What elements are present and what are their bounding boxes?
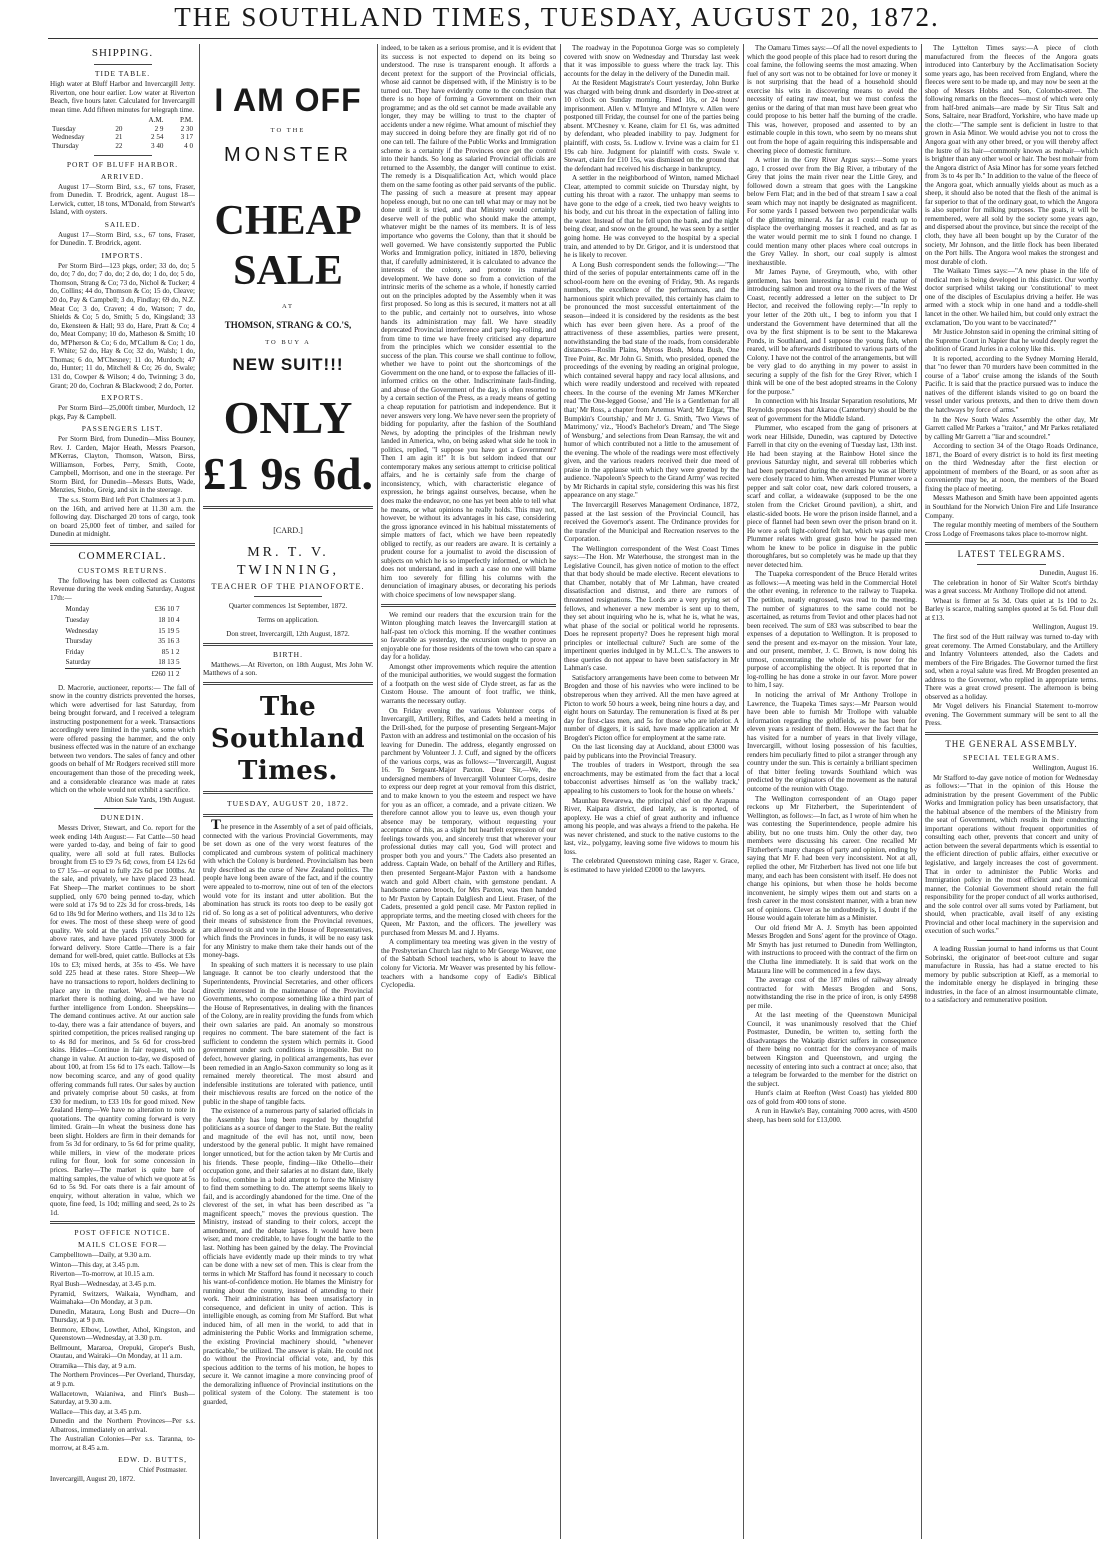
news-item: A settler in the neighborhood of Winton, named Michael Clear, attempted to commit suicide on Thursday night, by cutting his throat with a razor. The unhappy man seems to have gone to the edge of a creek, tied two heavy weights to his body, and cut his throat in the expectation of falling into the water. Instead of that he fell upon the bank, and the night being clear, and snow on the ground, he was seen by a settler going home. He was conveyed to the hospital by a special train, and attended to by Dr. Grigor, and it is understood that he is likely to recover.	[564, 174, 739, 260]
column-news-colonial	[747, 44, 917, 1542]
column-leader-continued	[381, 44, 556, 1542]
divider	[203, 814, 373, 817]
returns-row: Thursday 35 16 3	[65, 637, 180, 646]
news-item: The Wellington correspondent of an Otago paper reckons up Mr Fitzherbert, the Superintendent of Wellington, as follows:—In fact, as I wrote of him when he was contesting the Superintendence, people admire his ability, but no one trusts him. Only the other day, two members were discussing his career. One recalled Mr Fitzherbert's many changes of party and opinion, ending by saying that Mr F. had been very inconsistent. Not at all, replied the other, Mr Fitzherbert has lived not one life but many, and each has been consistent with itself. He does not change his opinions, but when those he holds become inconvenient, he simply wipes them out and starts on a fresh career in the most consistent manner, with a bran new set of opinions. Clever as he undoubtedly is, I doubt if the House would again tolerate him as a Minister.	[747, 794, 917, 923]
news-item: It is reported, according to the Sydney Morning Herald, that "no fewer than 70 murders have been committed in the course of a 'labor' cruise among the islands of the South Pacific. It is said that the practice pursued was to induce the natives of the different islands visited to go on board the vessel under various pretexts, and then to drive them down the hatchways by force of arms."	[925, 354, 1098, 414]
news-item: The Lyttelton Times says:—A piece of cloth manufactured from the fleeces of the Angora goats introduced into Canterbury by the Acclimatisation Society some years ago, has been received from England, where the fleeces were sent to be made up, and may now be seen at the shop of Messrs Hobbs and Son, Colombo-street. The following remarks on the fleeces—most of which were only from half-bred animals—are made by Sir Titus Salt and Sons, Saltaire, near Bradford, Yorkshire, who have made up the cloth:—"The sample sent is deficient in lustre to that grown in Asia Minor. We would advise you not to cross the Angora goat with any other breed, or you will thereby affect the lustre of its hair—commonly known as mohair—which is brighter than any other wool or hair. The best mohair from the Angora district of Asia Minor has for some years fetched from 3s to 4s per lb." In addition to the value of the fleece of the Angora goat, which annually yields about as much as a sheep, it should also be noted that the flesh of the animal is far superior to that of the ordinary goat, to which the Angora is also superior for milking purposes. The goats, it will be remembered, were all sold by the society some years ago, and dispersed about the province, but since the receipt of the cloth, they have all been bought up by the Curator of the society, Mr Johnson, and the little flock has been liberated on the Port hills. The Angora wool makes the strongest and most durable of cloth.	[925, 44, 1098, 266]
tide-row: Thursday 22 3 40 4 0	[52, 141, 193, 150]
leader-dateline: TUESDAY, AUGUST 20, 1872.	[227, 798, 349, 808]
mail-item: Winton—This day, at 3.45 p.m.	[50, 1260, 140, 1269]
column-divider	[199, 44, 200, 1539]
post-office-heading: POST OFFICE NOTICE.	[74, 1228, 171, 1238]
returns-row: Friday 85 1 2	[65, 647, 180, 656]
macrorie-date: Albion Sale Yards, 19th August.	[103, 795, 195, 804]
passengers-label: PASSENGERS LIST.	[81, 424, 164, 434]
divider	[203, 682, 373, 685]
mail-item: Benmore, Elbow, Lowther, Athol, Kingston, and Queenstown—Wednesday, at 3.30 p.m.	[50, 1325, 195, 1343]
general-assembly-heading: THE GENERAL ASSEMBLY.	[945, 739, 1078, 750]
dunedin-heading: DUNEDIN.	[100, 813, 145, 823]
returns-row: Tuesday 18 10 4	[65, 615, 180, 624]
news-item: On Friday evening the various Volunteer corps of Invercargill, Artillery, Rifles, and Cadets held a meeting in the Drill-shed, for the purpose of presenting Sergeant-Major Paxton with an address and testimonial on the occasion of his leaving for Dunedin. The address, elegantly engrossed on parchment by Volunteer J. J. Cuff, and signed by the officers of the various corps, was as follows:—"Invercargill, August 16. To Sergeant-Major Paxton. Dear Sir,—We, the undersigned members of Invercargill Volunteer Corps, desire to express our deep regret at your removal from this district, and to make known to you the esteem and respect we have for you as an officer, a comrade, and a private citizen. We therefore cannot allow you to leave us, even though your absence may be temporary, without requesting your acceptance of this, as a slight but heartfelt expression of our feelings towards you, and sincerely trust that wherever your professional duties may call you, God will protect and prosper both you and yours." The Cadets also presented an address. Captain Wade, on behalf of the Artillery and Rifles, then presented Sergeant-Major Paxton with a handsome watch and gold Albert chain, with gemstone pendant. A handsome cameo brooch, for Mrs Paxton, was then handed to Mr Paxton by Captain Dalgliesh and Lieut. Fraser, of the Cadets, presented a gold pencil case. Mr Paxton replied in appropriate terms, and the meeting closed with cheers for the Queen, Mr Paxton, and the officers. The jewellery was purchased from Messrs M. and J. Hyams.	[381, 706, 556, 937]
news-item: A Long Bush correspondent sends the following:—"The third of the series of popular entertainments came off in the school-room here on the evening of Friday, 9th. As regards numbers, the excellence of the performances, and the harmonious spirit which prevailed, this certainly has claim to be pronounced the most successful entertainment of the season—indeed it is considered by the residents as the best which has ever been given here. As a proof of the attractiveness of these assemblies, parties were present, notwithstanding the bad state of the roads, from considerable distances—Roslin Plains, Myross Bush, Mona Bush, One Tree Point, &c. Mr John G. Smith, who presided, opened the proceedings of the evening by reading an original prologue, which contained several happy and racy local allusions, and which were readily understood and received with repeated cheers. In the course of the evening Mr James M'Kercher read 'The One-legged Goose,' and 'He is a Gentleman for all that;' Mr Ross, a chapter from Artemus Ward; Mr Edgar, 'The Bumpkin's Courtship,' and Mr J. G. Smith, 'Two Views of Matrimony,' viz., 'Hood's Bachelor's Dream,' and 'The Siege of Wensburg,' and selections from Dean Ramsay, the wit and humor of which contributed not a little to the amusement of the evening. The whole of the readings were most effectively given, and the various readers received their due meed of praise in the applause with which they were greeted by the audience. 'Napoleon's Speech to the Grand Army' was recited by Mr Richards in capital style, considering this was his first appearance on any stage."	[564, 260, 739, 500]
mail-item: The Australian Colonies—Per s.s. Taranna, to-morrow, at 8.45 a.m.	[50, 1435, 195, 1452]
advert-line: TO BUY A	[265, 339, 311, 346]
news-item: The Wellington correspondent of the West Coast Times says:—The Hon. Mr Waterhouse, the strongest man in the Legislative Council, has given notice of motion to the effect that that body should be made elective. Recent elevations to that Chamber, notably that of Mr Lahman, have created dissatisfaction and distrust, and there are rumors of threatened resignations. The Lords are a very prying set of fellows, and whenever a new member is sent up to them, they set about inquiring who he is, what he is, what he was, what phase of the social or political world he represents. Does he represent property? Does he represent high moral principles or intellectual culture? Such are some of the impertinent queries indulged in by M.L.C.'s. The answers to these queries do not appear to have been satisfactory in Mr Lahman's case.	[564, 544, 739, 673]
cheap-sale-advert	[203, 80, 373, 502]
news-item: The troubles of traders in Westport, through the sea encroachments, may be estimated from the fact that a local tobacconist advertises himself as 'on the wallaby track,' appealing to his customers to 'look for the house on wheels.'	[564, 761, 739, 796]
column-telegrams	[925, 44, 1098, 1542]
leader-paragraph: indeed, to be taken as a serious promise, and it is evident that its success is not expected to depend on its being so understood. The ruse is transparent enough. It affords a decent pretext for the support of the Provincial officials, whose aid cannot be dispensed with, if the Ministry is to be turned out. They have evidently come to the conclusion that there is no hope of forming a Government on their own programme; and as the old set cannot be made available any longer, they may be willing to trust to the chapter of accidents under a new régime. What amount of mischief they may succeed in doing before they are finally got rid of no one can tell. The failure of the Public Works and Immigration scheme is a certainty if the Provinces once get the control into their hands. So long as salaried Provincial officials are returned to the Assembly, the danger will continue to exist. The remedy is a Disqualification Act, which would place them on the same footing as other paid servants of the public. The passing of such a measure at present may appear hopeless enough, but no one can tell what may or may not be done until it is tried, and that Ministry would certainly deserve well of the public who should make the attempt, whatever might be the names of its members. It is of less importance who governs the Colony, than that it should be well governed. We have consistently supported the Public Works and Immigration policy, initiated in 1870, believing that, if carefully administered, it is calculated to advance the interests of the colony, and promote its material development. We have done so from a conviction of the intrinsic merits of the scheme as a whole, if honestly carried out on the principles adopted by the Assembly when it was first proposed. So long as this is secured, it matters not at all to the public, and certainly not to ourselves, into whose hands its administration may fall. We have steadily deprecated Provincial interference and party log-rolling, and from time to time we have freely criticised any departure from the principles which we consider essential to the success of the plan. This course we shall continue to follow, whether we have to point out the shortcomings of the Government on the one hand, or to expose the fallacies of ill-informed critics on the other. Indiscriminate fault-finding, and abuse of the Government of the day, is often resorted to by a certain section of the Press, as a ready means of getting a cheap reputation for patriotism and independence. But it never answers very long. We have never seen the propriety of bidding for popularity, after the fashion of the Southland News, by adopting the principles of the Irishman newly landed in America, who, on being asked what side he took in politics, replied, "I suppose you have got a Government? Then I am agin it!" It is but seldom indeed that our contemporary makes any serious attempt to criticise political affairs, and he is certainly safe from the charge of inconsistency, which, with characteristic elegance of expression, he brings against ourselves, because, when he does make the endeavor, no one has yet been able to tell what he means, or what opinions he really holds. This may not, however, be without its advantages in his case, considering the gross ignorance evinced in his habitual misstatements of simple matters of fact, which we have been repeatedly obliged to rectify, as our readers are aware. It is certainly a prudent course for a journalist to avoid the discussion of subjects on which he is so imperfectly informed, or which he does not understand, and in such a case no one will blame him too severely for filling his columns with the denunciation of imaginary abuses, or decorating his periods with choice specimens of low newspaper slang.	[381, 44, 556, 599]
returns-row: Wednesday 15 19 5	[65, 626, 180, 635]
news-item: Mr James Payne, of Greymouth, who, with other gentlemen, has been interesting himself in the matter of introducing salmon and trout ova to the rivers of the West Coast, recently addressed a letter on the subject to Dr Hector, and received the following reply:—"In reply to your letter of the 20th ult., I beg to inform you that I understand the Government have determined that all the ova by the first shipment is to be sent to the Makarewa Ponds, in Southland, and I suppose the young fish, when reared, will be afterwards distributed to various parts of the Colony. I have not the control of the arrangements, but will be very glad to do anything in my power to assist in securing a supply of the fish for the Grey River, which I think will be one of the best adopted streams in the Colony for the purpose."	[747, 268, 917, 396]
tide-intro: High water at Bluff Harbor and Invercargill Jetty. Riverton, one hour earlier. Low water at Riverton Beach, five hours later. Calculated for Invercargill mean time. Add fifteen minutes for telegraph time.	[50, 80, 195, 114]
tide-row: Wednesday 21 2 54 3 17	[52, 133, 193, 142]
news-item: On the last licensing day at Auckland, about £3000 was paid by publicans into the Provincial Treasury.	[564, 743, 739, 760]
divider	[977, 940, 1046, 941]
passengers-text: Per Storm Bird, from Dunedin—Miss Bouney, Rev. J. Carden, Major Heath, Messrs Pearson, M'Kerras, Clayton, Thomson, Watson, Birss, Williamson, Forbes, Perry, Smith, Coote, Campbell, Morrison, and one in the steerage. Per Storm Bird, for Dunedin—Messrs Butts, Wade, Menzies, Stobo, Greig, and six in the steerage.	[50, 435, 195, 495]
paper-nameplate: The Southland Times.	[210, 691, 366, 786]
mail-item: Wallacetown, Waianiwa, and Flint's Bush—Saturday, at 9.30 a.m.	[50, 1389, 195, 1407]
news-item: We remind our readers that the excursion train for the Winton ploughing match leaves the Invercargill station at half-past ten o'clock this morning. If the weather continues so favorable as yesterday, the excursion ought to prove an enjoyable one for those residents of the town who can spare a day for a holiday.	[381, 610, 556, 662]
news-item: The Waikato Times says:—"A new phase in the life of medical men is being developed in this district. Our worthy doctor surprised whilst taking our 'constitutional' to meet one of the disciples of Esculapius driving a heifer. He was armed with a stock whip in one hand and a toddle-shell lancet in the other. We hailed him, but could only extract the exclamation, 'Do you want to be vaccinated?'"	[925, 267, 1098, 327]
news-item: Hunt's claim at Reefton (West Coast) has yielded 800 ozs of gold from 400 tons of stone.	[747, 1089, 917, 1106]
mail-item: Pyramid, Switzers, Waikaia, Wyndham, and Waimahaka—On Monday, at 3 p.m.	[50, 1289, 195, 1307]
news-item: The regular monthly meeting of members of the Southern Cross Lodge of Freemasons takes place to-morrow night.	[925, 521, 1098, 538]
sailed-label: SAILED.	[104, 219, 141, 229]
advert-line: TO THE	[270, 127, 306, 134]
news-item: Amongst other improvements which require the attention of the municipal authorities, we would suggest the formation of a footpath on the west side of Clyde street, as far as the Custom House. The amount of foot traffic, we think, warrants the necessary outlay.	[381, 662, 556, 706]
exports-text: Per Storm Bird—25,000ft timber, Murdoch, 12 pkgs, Pay & Campbell.	[50, 404, 195, 421]
card-label: [CARD.]	[273, 526, 303, 535]
telegram-dateline: Dunedin, August 16.	[1039, 569, 1098, 578]
card-terms: Terms on application.	[257, 615, 319, 624]
news-item: The Invercargill Reserves Management Ordinance, 1872, passed at the last session of the Provincial Council, has received the Governor's assent. The Ordinance provides for the transfer of the Municipal and Recreation reserves to the Corporation.	[564, 500, 739, 544]
column-news-local	[564, 44, 739, 1542]
news-item: According to section 34 of the Otago Roads Ordinance, 1871, the Board of every district is to hold its first meeting on the third Wednesday after the first election or appointment of members of the Board, or as soon after as conveniently may be, at noon, the members of the Board fixing the place of meeting.	[925, 442, 1098, 493]
news-item: In the New South Wales Assembly the other day, Mr Garrett called Mr Parkes a "traitor," and Mr Parkes retaliated by calling Mr Garrett a "liar and scoundrel."	[925, 415, 1098, 441]
advert-line: AT	[282, 303, 294, 310]
news-item: The roadway in the Popotunoa Gorge was so completely covered with snow on Wednesday and Thursday last week that it was impossible to guess where the track lay. This accounts for the delay in the delivery of the Dunedin mail.	[564, 44, 739, 78]
returns-total-row: £260 11 2	[65, 668, 181, 679]
news-item: The Oamaru Times says:—Of all the novel expedients to which the good people of this place had to resort during the coal famine, the following seems the most amazing. When fuel of any sort was not to be obtained for love or money it is not surprising that the head of a household should exercise his wits in discovering means to avoid the necessity of eating raw meat, but we must confess the genius or the daring of that man must have been great who could propose to his better half the burning of the cradle. This was, however, proposed and assented to by an estimable couple in this town, who seem by no means shut out from the hope of again requiring this indispensable and cheering piece of domestic furniture.	[747, 44, 917, 155]
divider	[50, 543, 195, 546]
news-item: A writer in the Grey River Argus says:—Some years ago, I crossed over from the Big River, a tributary of the Grey that joins the main river near the Little Grey, and followed down a stream that goes with the Langskine below Fern Flat; and in the bed of that stream I saw a coal seam which may not inaptly be designated as magnificent. For some yards I passed between two perpendicular walls of the glittering mineral. As far as I could reach up to displace the overhanging mosses it reached, and as far as the water would permit me to sink I found no change. I could mention many other places where coal outcrops in the Grey Valley. In short, our coal supply is almost inexhaustible.	[747, 156, 917, 267]
dunedin-report: Messrs Driver, Stewart, and Co. report for the week ending 14th August:— Fat Cattle—50 head were yarded to-day, and being of fair to good quality, were all sold at full rates. Bullocks brought from £5 to £9 7s 6d; cows, from £4 12s 6d to £7 15s—or equal to fully 22s 6d per 100lbs. At the sale, and privately, we have placed 23 head. Fat Sheep—The market continues to be short supplied, only 670 being penned to-day, which were sold at 17s 9d to 22s 3d for cross-breds, 14s 6d to 18s 9d for Merino wethers, and 11s 3d to 12s for ewes. The most of these sheep were of good quality. We sold at the yards 150 cross-breds at above rates, and have placed privately 3000 for forward delivery. Store Cattle—There is a fair demand for well-bred, quiet cattle. Bullocks at £3s 10s to £3; mixed herds, at 35s to 45s. We have sold 225 head at these rates. Store Sheep—We have no transactions to report, holders declining to place any in the market. Wool—In the local market there is nothing doing, and we have no further intelligence from London. Sheepskins—The demand continues active. At our auction sale to-day, there was a fair attendance of buyers, and spirited competition, the prices realised ranging up to 4s 8d for merinos, and 5s 6d for cross-bred skins. Hides—Continue in fair request, with no change in value. At auction to-day, we disposed of about 100, at from 15s 6d to 17s each. Tallow—Is now becoming scarce, and any of good quality offering commands full rates. Our sales by auction and privately comprise about 50 casks, at from £30 for medium, to £33 10s for good mixed. New Zealand Hemp—We have no alteration to note in quotations. The quantity coming forward is very limited. Grain—In wheat the business done has been slight. Holders are firm in their demands for from 5s 3d for ordinary, to 5s 6d for prime quality, while millers, in view of the moderate prices ruling for flour, look for some concession in prices. Barley—The market is quite bare of malting samples, the value of which we quote at 5s 6d to 5s 9d. For oats there is a fair amount of enquiry, without alteration in value, which we quote, fine feed, 1s 10d; milling and seed, 2s to 2s 1d.	[50, 824, 195, 1217]
arrived-label: ARRIVED.	[100, 171, 145, 181]
sailed-text: August 17—Storm Bird, s.s., 67 tons, Fraser, for Dunedin. T. Brodrick, agent.	[50, 230, 195, 248]
tide-pm-header: P.M.	[179, 116, 193, 125]
news-item: At the last meeting of the Queenstown Municipal Council, it was unanimously resolved that the Chief Postmaster, Dunedin, be written to, setting forth the disadvantages the Wakatip district suffers in consequence of there being no contract for the conveyance of mails between Kingston and Queenstown, and urging the necessity of entering into such a contract at once; also, that a telegram be forwarded to the member for the district on the subject.	[747, 1011, 917, 1088]
column-divider	[743, 44, 744, 1539]
exports-label: EXPORTS.	[101, 393, 144, 403]
news-item: Mr Justice Johnston said in opening the criminal sitting of the Supreme Court in Napier that he would deeply regret the abolition of Grand Juries in a colony like this.	[925, 328, 1098, 354]
telegram-item: Mr Vogel delivers his Financial Statement to-morrow evening. The Government summary will be sent to all the Press.	[925, 702, 1098, 728]
telegram-item: The first sod of the Hutt railway was turned to-day with great ceremony. The Armed Constabulary, and the Artillery and Infantry Volunteers attended, also the Cadets and members of the Fire Brigades. The Governor turned the first sod, when a royal salute was fired. Mr Brogden presented an address to the Governor, who replied in appropriate terms. There was a great crowd present. The afternoon is being observed as a holiday.	[925, 633, 1098, 701]
returns-row: Monday £36 10 7	[65, 605, 180, 614]
returns-row: Saturday 18 13 5	[65, 658, 180, 667]
divider	[94, 155, 152, 156]
mail-item: Ryal Bush—Wednesday, at 3.45 p.m.	[50, 1279, 156, 1288]
arrived-text: August 17—Storm Bird, s.s., 67 tons, Fraser, from Dunedin. T. Brodrick, agent. August 18—Lerwick, cutter, 18 tons, M'Donald, from Stewart's Island, with oysters.	[50, 182, 195, 217]
mail-item: Bellmount, Mararoa, Orepuki, Groper's Bush, Otautau, and Wairaki—On Monday, at 11 a.m.	[50, 1343, 195, 1361]
tide-am-header: A.M.	[148, 116, 164, 125]
column-divider	[921, 44, 922, 1539]
advert-line: I AM OFF	[214, 82, 362, 118]
divider	[203, 506, 373, 509]
news-item: A run in Hawke's Bay, containing 7000 acres, with 4500 sheep, has been sold for £13,000.	[747, 1107, 917, 1124]
card-quarter: Quarter commences 1st September, 1872.	[228, 601, 348, 610]
leader-paragraph: The presence in the Assembly of a set of paid officials, connected with the various Provincial Governments, may be set down as one of the very worst features of the complicated and cumbrous system of political machinery with which the Colony is burdened. Provincialism has been truly described as the curse of New Zealand politics. The people have long been aware of the fact, and if the country were appealed to to-morrow, nine out of ten of the electors would vote for its instant and utter abolition. But the abomination has struck its roots too deep to be easily got rid of. So long as a set of political adventurers, who derive their means of subsistence from the Provincial revenues, are allowed to sit and vote in the House of Representatives, which finds the Provinces in funds, it will be no easy task for any Ministry to make them take their hands out of the money-bags.	[203, 817, 373, 960]
column-shipping	[50, 44, 195, 1542]
tide-table	[50, 116, 195, 150]
news-item: The celebrated Queenstown mining case, Rager v. Grace, is estimated to have yielded £2000 to the lawyers.	[564, 857, 739, 874]
shipping-heading: SHIPPING.	[91, 47, 154, 59]
news-item: A complimentary tea meeting was given in the vestry of the Presbyterian Church last night to Mr George Weaver, one of the Sabbath School teachers, who is about to leave the colony for Victoria. Mr Weaver was presented by his fellow-teachers with a handsome copy of Eadie's Biblical Cyclopedia.	[381, 938, 556, 990]
advert-line: THOMSON, STRANG & CO.'S,	[224, 320, 352, 330]
mails-label: MAILS CLOSE FOR—	[78, 1240, 167, 1250]
column-divider	[377, 44, 378, 1539]
telegram-item: The celebration in honor of Sir Walter Scott's birthday was a great success. Mr Anthony Trollope did not attend.	[925, 578, 1098, 596]
divider	[50, 1221, 195, 1224]
news-item: The average cost of the 187 miles of railway already contracted for with Messrs Brogden and Sons, notwithstanding the rise in the price of iron, is only £4998 per mile.	[747, 976, 917, 1010]
card-address: Don street, Invercargill, 12th August, 1872.	[226, 629, 350, 638]
leader-paragraph: In speaking of such matters it is necessary to use plain language. It cannot be too clearly understood that the Superintendents, Provincial Secretaries, and other officers directly interested in the maintenance of the Provincial Governments, who compose something like a third part of the House of Representatives, in dealing with the finances of the Colony, are in reality providing the funds from which their own salaries are paid. An anomaly so monstrous requires no comment. The bare statement of the fact is sufficient to condemn the system which permits it. Good government under such conditions is impossible. But no defect, however glaring, in political arrangements, has ever been remedied in an Anglo-Saxon community so long as it remained merely theoretical. The most absurd and indefensible institutions are tolerated with patience, until their mischievous results are forced on the notice of the public in the shape of tangible facts.	[203, 960, 373, 1106]
column-advert-leader	[203, 44, 373, 1542]
port-heading: PORT OF BLUFF HARBOR.	[66, 159, 179, 169]
divider	[203, 791, 373, 794]
postmaster-signature: EDW. D. BUTTS,	[118, 1455, 187, 1465]
divider	[925, 732, 1098, 735]
telegram-item: Wheat is firmer at 5s 3d. Oats quiet at 1s 10d to 2s. Barley is scarce, malting samples quoted at 5s 6d. Flour dull at £13.	[925, 596, 1098, 622]
advert-price: ONLY £1 9s 6d.	[203, 392, 373, 499]
mail-item: Riverton—To-morrow, at 10.15 a.m.	[50, 1270, 155, 1279]
latest-telegrams-heading: LATEST TELEGRAMS.	[957, 549, 1066, 560]
telegram-dateline: Wellington, August 19.	[1032, 623, 1098, 632]
telegram-dateline: Wellington, August 16.	[1032, 764, 1098, 773]
card-role: TEACHER OF THE PIANOFORTE.	[211, 580, 365, 591]
customs-heading: CUSTOMS RETURNS.	[77, 565, 168, 575]
sailing-note: The s.s. Storm Bird left Port Chalmers at 3 p.m. on the 16th, and arrived here at 11.30 a.m. the following day. Discharged 20 tons of cargo, took on board 25,000 feet of timber, and sailed for Dunedin at midnight.	[50, 495, 195, 539]
advert-line: CHEAP SALE	[214, 198, 362, 294]
advert-line: NEW SUIT!!!	[232, 355, 344, 374]
news-item: In noticing the arrival of Mr Anthony Trollope in Lawrence, the Tuapeka Times says:—Mr Pearson would have been able to furnish Mr Trollope with valuable information regarding the goldfields, as he has been for eleven years a resident of them. However the fact that he has visited for a number of years in that lively village, Invercargill, without losing possession of his faculties, renders him peculiarly fitted to pilot a stranger through any country under the sun. This is certainly a brilliant specimen of that bitter feeling towards Southland which was predicted by the originators of the movement as the natural outcome of the reunion with Otago.	[747, 691, 917, 794]
news-item: Messrs Matheson and Smith have been appointed agents in Southland for the Norwich Union Fire and Life Insurance Company.	[925, 494, 1098, 520]
news-item: The Tuapeka correspondent of the Bruce Herald writes as follows:—A meeting was held in the Commercial Hotel the other evening, in reference to the railway to Tuapeka. The petition, neatly engrossed, was read to the meeting. The number of signatures to the same could not be ascertained, as returns from Teviot and other places had not been received. The sum of £83 was subscribed to bear the expenses of a deputation to Wellington. It is proposed to send the present and ex-mayor on the mission. Your late, and our present, member, J. C. Brown, is now doing his utmost, concentrating the whole of his power for the purpose of accomplishing the object. It is reported that in log-rolling he has done a stroke in our favor. More power to him, I say.	[747, 570, 917, 690]
divider	[94, 64, 152, 65]
macrorie-report: D. Macrorie, auctioneer, reports:— The fall of snow in the country districts prevented the horses, which were advertised for last Saturday, from being brought forward, and I received a telegram instructing postponement for a week. Transactions accordingly were limited in the yards, some which were offered passing the hammer, and the only business effected was in the nature of an exchange between two vendors. The sales of fancy and other goods on behalf of Mr Rodgers received still more encouragement than those of the preceding week, and a considerable clearance was made at rates which on the whole would not exhibit a sacrifice.	[50, 683, 195, 795]
post-office-date: Invercargill, August 20, 1872.	[50, 1475, 135, 1484]
divider	[381, 604, 556, 607]
news-item: Maunhau Rewarewa, the principal chief on the Arapuna River, Kaipara district, died lately, as is reported, of apoplexy. He was a chief of great authority and influence among his people, and was always a friend to the pakeha. He was never christened, and stuck to the native customs to the last, viz., polygamy, leaving some five widows to mourn his loss.	[564, 796, 739, 856]
news-item: In connection with his Insular Separation resolutions, Mr Reynolds proposes that Akaroa (Canterbury) should be the seat of government for the Middle Island.	[747, 397, 917, 423]
mail-item: Dunedin, Mataura, Long Bush and Ducre—On Thursday, at 9 p.m.	[50, 1307, 195, 1325]
advert-line: MONSTER	[224, 144, 352, 166]
tide-heading: TIDE TABLE.	[94, 69, 151, 78]
divider	[254, 596, 322, 597]
mail-item: Otramika—This day, at 9 a.m.	[50, 1361, 137, 1370]
mail-item: The Northern Provinces—Per Overland, Thursday, at 9 p.m.	[50, 1371, 195, 1388]
twinning-card	[203, 527, 373, 639]
masthead-rule	[48, 38, 1098, 39]
masthead: THE SOUTHLAND TIMES, TUESDAY, AUGUST 20, 1872.	[174, 2, 940, 32]
special-telegrams-heading: SPECIAL TELEGRAMS.	[963, 753, 1060, 763]
card-name: MR. T. V. TWINNING,	[236, 544, 340, 578]
news-item: At the Resident Magistrate's Court yesterday, John Burke was charged with being drunk and disorderly in Dee-street at 10 o'clock on Sunday morning. Fined 10s, or 24 hours' imprisonment. Allen v. M'Intyre and M'Intyre v. Allen were postponed till Friday, the counsel for one of the parties being absent. M'Chesney v. Keane, claim for £1 6s, was admitted by defendant, who pleaded inability to pay. Judgment for plaintiff, with costs, 5s. Ludlow v. Irvine was a claim for £1 19s cab hire. Judgment for plaintiff with costs. Swale v. Stewart, claim for £10 15s, was dismissed on the ground that the defendant had received his discharge in bankruptcy.	[564, 79, 739, 173]
news-item: Plummer, who escaped from the gang of prisoners at work near Hillside, Dunedin, was captured by Detective Farrell in that city on the evening of Tuesday last, 13th inst. He had been staying at the Rainbow Hotel since the previous Saturday night, and several till robberies which had been perpetrated during the evenings he was at liberty were closely traced to him. When arrested Plummer wore a pepper and salt color coat, new dark colored trousers, a scarf and collar, a wideawake (supposed to be the one stolen from the Cricket Ground pavilion), a shirt, and elastic-sided boots. He wore the prison inside flannel, and a piece of flannel had been sewn over the prison brand on it. He wore a soft light-colored felt hat, which was quite new. Plummer relates with great gusto how he passed men whom he knew to be police in disguise in the public thoroughfares, but so completely was he made up that they never detected him.	[747, 424, 917, 569]
birth-heading: BIRTH.	[273, 649, 303, 659]
divider	[94, 808, 152, 809]
news-item: A leading Russian journal to hand informs us that Count Sobrinski, the originator of beet-root culture and sugar manufacture in Russia, has had a statue erected to his memory by public subscription at Kieff, as a memorial to the indomitable energy he displayed in bringing these industries, in the face of an almost insurmountable climate, to a satisfactory and remunerative position.	[925, 944, 1098, 1005]
customs-intro: The following has been collected as Customs Revenue during the week ending Saturday, August 17th:—	[50, 576, 195, 602]
birth-notice: Matthews.—At Riverton, on 18th August, Mrs John W. Matthews of a son.	[203, 660, 373, 678]
commercial-heading: COMMERCIAL.	[78, 549, 167, 562]
mail-item: Wallace—This day, at 3.45 p.m.	[50, 1407, 142, 1416]
mail-item: Campbelltown—Daily, at 9.30 a.m.	[50, 1251, 152, 1260]
leader-paragraph: The existence of a numerous party of salaried officials in the Assembly has long been regarded by thoughtful politicians as a source of danger to the State. But the reality and magnitude of the evil has not, until now, been understood by the general public. It might have remained longer unnoticed, but for the action taken by Mr Curtis and his friends. These people, finding—like Othello—their occupation gone, and their salaries at no distant date, likely to follow, combine in a bold attempt to force the Ministry to find them something to do. The attempt seems likely to fail, and is accordingly abandoned for the time. One of the cleverest of the set, in what has been described as "a magnificent speech," moves the previous question. The Ministry, instead of standing to their colors, accept the amendment, and the debate lapses. It would have been wiser, and more creditable, to have fought the battle to the last. Nothing has been gained by the delay. The Provincial officials have evidently made up their minds to try what can be done with a new set of men. This is clear from the terms in which Mr Stafford has found it necessary to couch his want-of-confidence motion. He blames the Ministry for running about the country, instead of attending to their work. Their administration has been unsatisfactory in consequence, and deficient in unity of action. This is intelligible enough, as coming from Mr Stafford. But what induced him, of all men in the world, to add that in administering the Public Works and Immigration scheme, the existing Provincial machinery should, "whenever practicable," be utilized. The answer is plain. He could not do without the Provincial official vote, and, by this specious addition to the terms of his motion, he hopes to secure it. We cannot imagine a more convincing proof of the demoralizing influence of Provincial institutions on the political system of the Colony. The statement is too guarded,	[203, 1107, 373, 1406]
divider	[925, 542, 1098, 545]
customs-returns-table	[65, 604, 181, 679]
mail-item: Dunedin and the Northern Provinces—Per s.s. Albatross, immediately on arrival.	[50, 1417, 195, 1434]
tide-row: Tuesday 20 2 9 2 30	[52, 124, 193, 133]
news-item: Our old friend Mr A. J. Smyth has been appointed Messrs Brogden and Sons' agent for the province of Otago. Mr Smyth has just returned to Dunedin from Wellington, with instructions to proceed with the contract of the firm on the Clutha line immediately. It is said that work on the Mataura line will be commenced in a few days.	[747, 923, 917, 975]
imports-text: Per Storm Bird—123 pkgs, order; 33 do, do; 5 do, do; 7 do, do; 7 do, do; 2 do, do; 1 do, do; 5 do, Thomson, Strang & Co; 73 do, Nichol & Tucker; 4 do, Collins; 44 do, Thomson & Co; 15 do, Cleave; 20 do, Pay & Campbell; 3 do, Findlay; 69 do, N.Z. Meat Co; 3 do, Craven; 4 do, Watson; 7 do, Shields & Co; 5 do, Smith; 5 do, Kingsland; 33 do, Ekensteen & Hall; 93 do, Hare, Pratt & Co; 4 do, Meat Company; 10 do, Matheson & Smith; 10 do, M'Pherson & Co; 6 do, M'Callum & Co; 1 do, F. White; 52 do, Hay & Co; 32 do, Walsh; 1 do, Thomas; 6 do, M'Chesney; 11 do, Murdoch; 47 do, Hunter; 11 do, Mitchell & Co; 26 do, Swale; 131 do, Cowper & Wilson; 4 do, Twinning; 3 do, Grant; 20 do, Cochran & Blackwood; 2 do, Porter.	[50, 261, 195, 390]
divider	[977, 564, 1046, 565]
postmaster-role: Chief Postmaster.	[139, 1466, 187, 1474]
divider	[203, 643, 373, 646]
news-item: Satisfactory arrangements have been come to between Mr Brogden and those of his navvies who were inclined to be obstreperous when they arrived. All the men have agreed at Picton to work 50 hours a week, being nine hours a day, and eight hours on Saturday. The remuneration is fixed at 8s per day for first-class men, and 5s for those who are inferior. A number of diggers, it is said, have made application at Mr Brogden's Picton office for employment at the same rate.	[564, 673, 739, 742]
assembly-item: Mr Stafford to-day gave notice of motion for Wednesday as follows:—"That in the opinion of this House the administration by the present Government of the Public Works and Immigration policy has been unsatisfactory, that the habitual absence of the members of the Ministry from the seat of Government, which results in their conducting important operations without frequent opportunities of consulting each other, prevents that concert and unity of action between the several departments which is essential to the efficient direction of public affairs, either executive or legislative, and largely increases the cost of government. That in order to administer the Public Works and Immigration policy in the most efficient and economical manner, the Colonial Government should retain the full responsibility for the proper conduct of all works authorised, and the sole control over all sums voted by Parliament, but should, when practicable, avail itself of any existing Provincial and other local machinery in the supervision and execution of such works."	[925, 773, 1098, 936]
column-divider	[560, 44, 561, 1539]
imports-label: IMPORTS.	[101, 250, 144, 260]
